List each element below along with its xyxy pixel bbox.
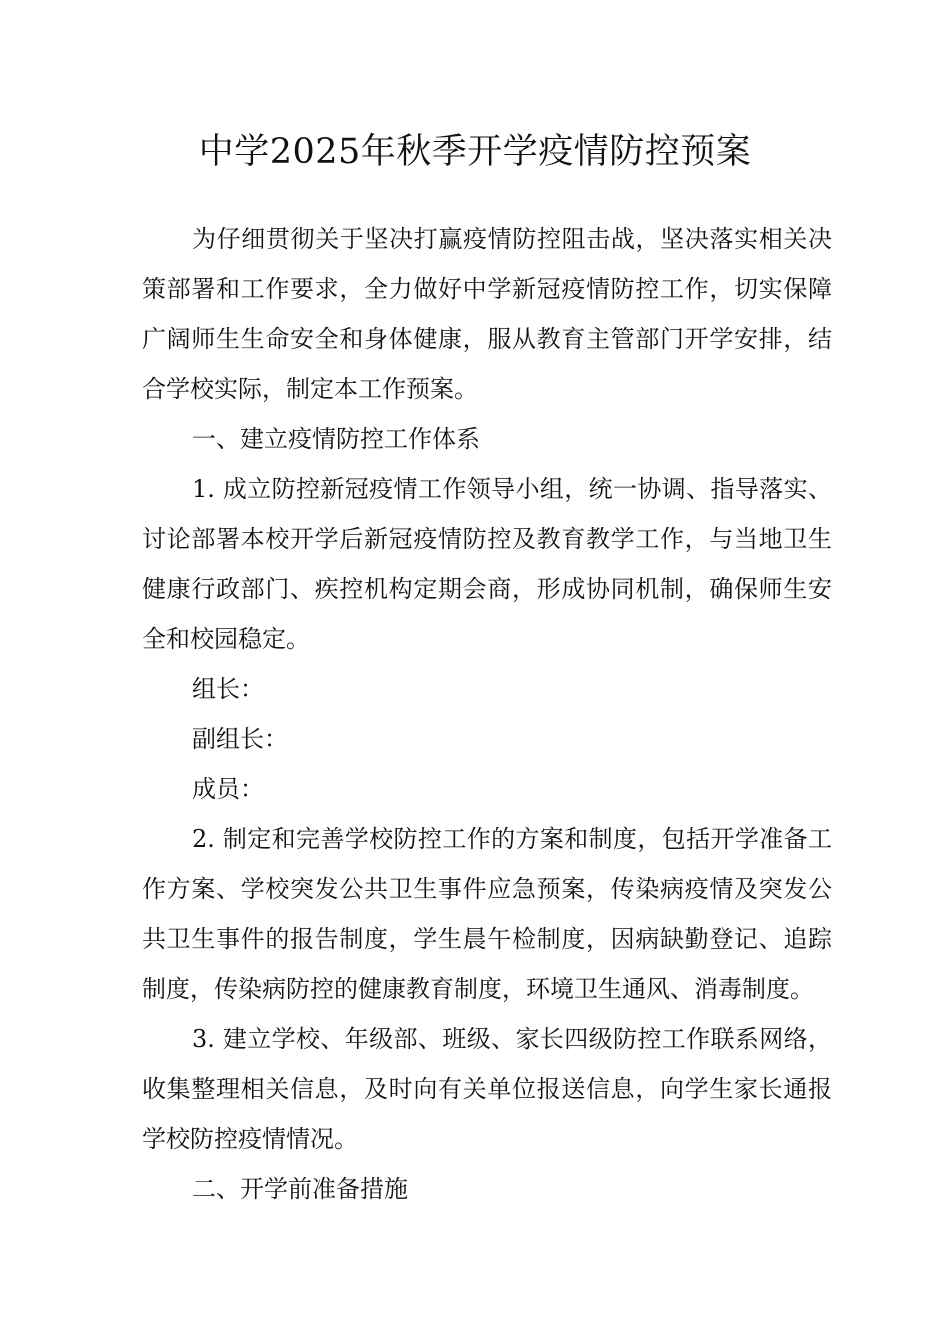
text-line: 共卫生事件的报告制度，学生晨午检制度，因病缺勤登记、追踪 <box>142 925 832 953</box>
text-line: 作方案、学校突发公共卫生事件应急预案，传染病疫情及突发公 <box>142 875 832 903</box>
text-line: 策部署和工作要求，全力做好中学新冠疫情防控工作，切实保障 <box>142 275 832 303</box>
text-line: 合学校实际，制定本工作预案。 <box>142 375 478 403</box>
text-line: 学校防控疫情情况。 <box>142 1125 358 1153</box>
document-title: 中学2025年秋季开学疫情防控预案 <box>198 132 752 172</box>
text-line: 广阔师生生命安全和身体健康，服从教育主管部门开学安排，结 <box>142 325 832 353</box>
text-line: 全和校园稳定。 <box>142 625 310 653</box>
text-line: 讨论部署本校开学后新冠疫情防控及教育教学工作，与当地卫生 <box>142 525 832 553</box>
text-line: 制度，传染病防控的健康教育制度，环境卫生通风、消毒制度。 <box>142 975 814 1003</box>
text-line: 一、建立疫情防控工作体系 <box>192 425 480 453</box>
text-line: 二、开学前准备措施 <box>192 1175 408 1203</box>
text-line: 副组长： <box>192 725 288 753</box>
text-line: 2. 制定和完善学校防控工作的方案和制度，包括开学准备工 <box>192 825 832 853</box>
text-line: 健康行政部门、疾控机构定期会商，形成协同机制，确保师生安 <box>142 575 832 603</box>
text-line: 组长： <box>192 675 264 703</box>
document-body <box>142 214 832 1214</box>
text-line: 收集整理相关信息，及时向有关单位报送信息，向学生家长通报 <box>142 1075 832 1103</box>
text-line: 为仔细贯彻关于坚决打赢疫情防控阻击战，坚决落实相关决 <box>192 225 832 253</box>
text-line: 成员： <box>192 775 264 803</box>
text-line: 3. 建立学校、年级部、班级、家长四级防控工作联系网络， <box>192 1025 832 1053</box>
text-line: 1. 成立防控新冠疫情工作领导小组，统一协调、指导落实、 <box>192 475 832 503</box>
